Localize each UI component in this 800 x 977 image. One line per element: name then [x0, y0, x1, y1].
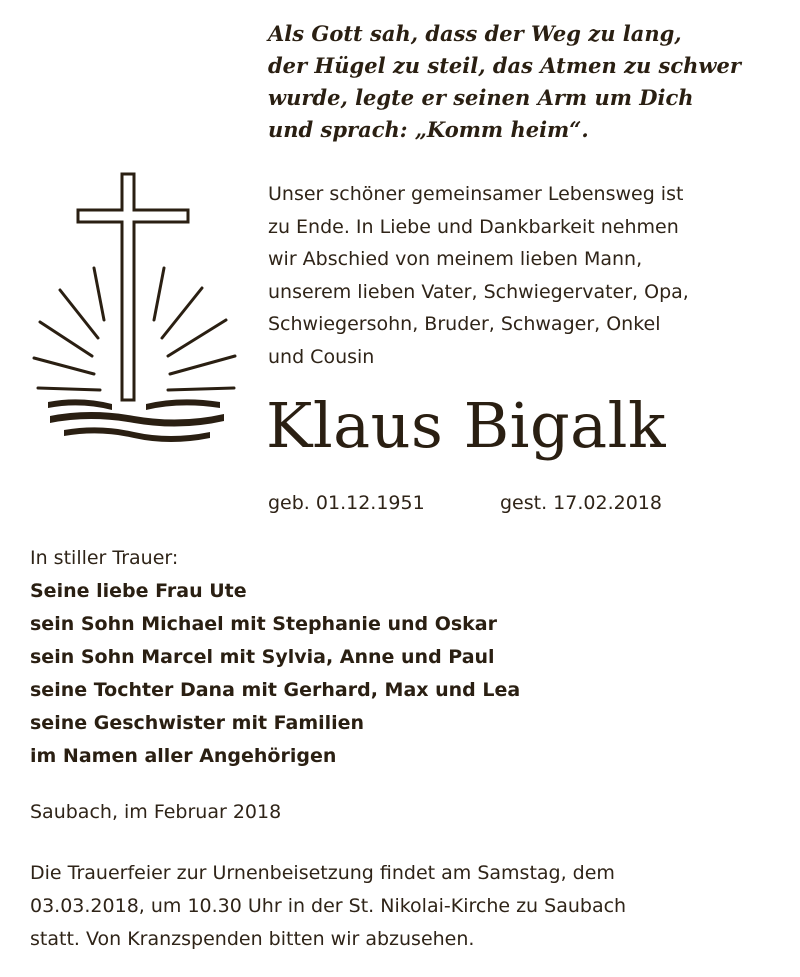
farewell-line: Schwiegersohn, Bruder, Schwager, Onkel — [268, 313, 661, 335]
poem-line: und sprach: „Komm heim“. — [268, 117, 589, 142]
mourners-list — [30, 542, 520, 773]
birth-date: geb. 01.12.1951 — [268, 492, 425, 514]
farewell-line: unserem lieben Vater, Schwiegervater, Opa, — [268, 280, 689, 303]
mourner-line: seine Geschwister mit Familien — [30, 712, 365, 734]
place-and-date: Saubach, im Februar 2018 — [30, 801, 282, 823]
farewell-line: wir Abschied von meinem lieben Mann, — [268, 248, 643, 270]
poem-line: der Hügel zu steil, das Atmen zu schwer — [268, 53, 741, 78]
death-date: gest. 17.02.2018 — [500, 492, 662, 514]
deceased-name: Klaus Bigalk — [266, 389, 667, 462]
farewell-text — [268, 178, 788, 373]
life-dates — [268, 487, 662, 519]
mourner-line: sein Sohn Marcel mit Sylvia, Anne und Paul — [30, 646, 495, 668]
funeral-line: Die Trauerfeier zur Urnenbeisetzung findet am Samstag, dem — [30, 862, 615, 884]
farewell-line: zu Ende. In Liebe und Dankbarkeit nehmen — [268, 215, 679, 238]
cross-with-rays-icon — [30, 170, 250, 450]
farewell-line: Unser schöner gemeinsamer Lebensweg ist — [268, 183, 684, 205]
mourner-line: sein Sohn Michael mit Stephanie und Oskar — [30, 613, 498, 635]
mourning-heading: In stiller Trauer: — [30, 547, 179, 569]
mourner-line: Seine liebe Frau Ute — [30, 580, 247, 602]
mourner-line: im Namen aller Angehörigen — [30, 745, 337, 767]
memorial-poem — [268, 18, 788, 146]
mourner-line: seine Tochter Dana mit Gerhard, Max und Lea — [30, 679, 521, 701]
poem-line: Als Gott sah, dass der Weg zu lang, — [268, 21, 682, 46]
funeral-notice — [30, 857, 626, 956]
funeral-line: statt. Von Kranzspenden bitten wir abzusehen. — [30, 928, 475, 950]
funeral-line: 03.03.2018, um 10.30 Uhr in der St. Nikolai-Kirche zu Saubach — [30, 895, 627, 917]
poem-line: wurde, legte er seinen Arm um Dich — [268, 85, 694, 110]
farewell-line: und Cousin — [268, 345, 375, 368]
